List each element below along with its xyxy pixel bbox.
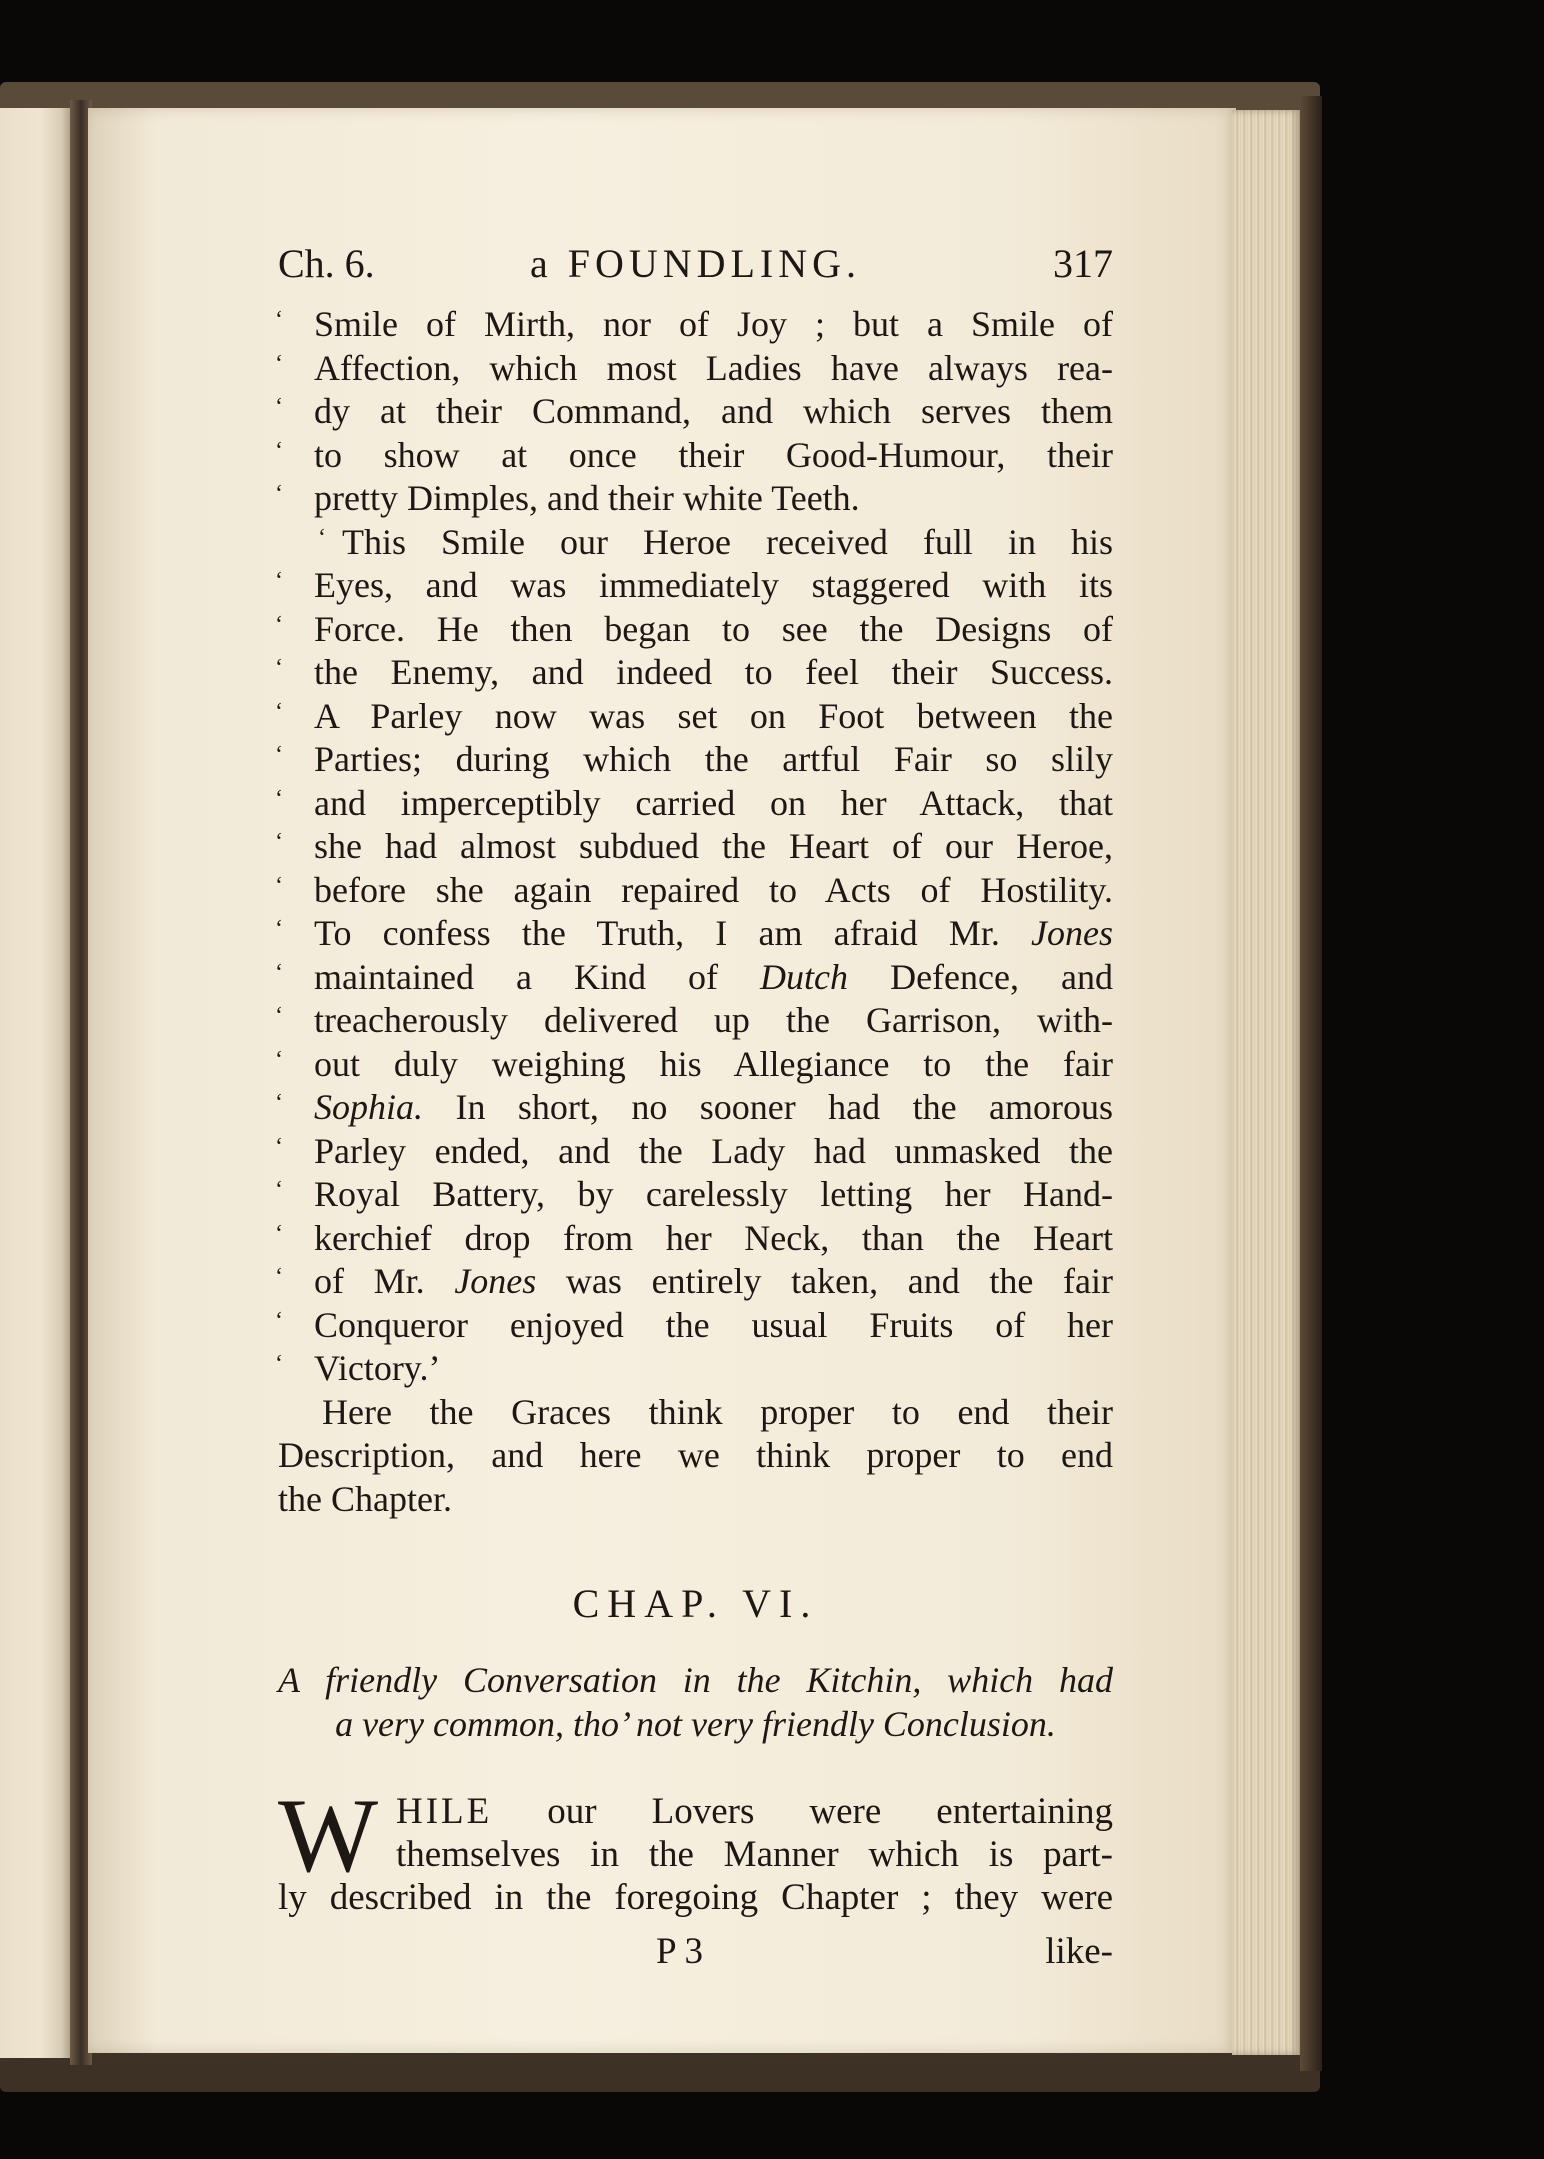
quote-mark: ‘ xyxy=(318,524,326,551)
paragraph-line-text: the Chapter. xyxy=(278,1478,452,1519)
quoted-line xyxy=(275,347,1113,391)
quoted-line-text: she had almost subdued the Heart of our Heroe, xyxy=(314,826,1113,866)
page-fore-edge xyxy=(1232,110,1300,2055)
quote-mark: ‘ xyxy=(275,785,283,812)
quote-mark: ‘ xyxy=(275,1003,283,1029)
quoted-line-text: To confess the Truth, I am afraid Mr. Jones xyxy=(314,913,1113,953)
quote-mark: ‘ xyxy=(275,698,283,725)
page-footer xyxy=(278,1930,1113,1975)
quoted-line xyxy=(275,738,1113,782)
quote-mark: ‘ xyxy=(275,655,283,681)
quoted-line-text: Affection, which most Ladies have always rea- xyxy=(314,347,1113,388)
quoted-line-text: of Mr. Jones was entirely taken, and the fair xyxy=(314,1261,1114,1301)
quoted-line xyxy=(275,999,1113,1043)
argument-line: A friendly Conversation in the Kitchin, which had xyxy=(278,1660,1113,1700)
opening-line: themselves in the Manner which is part- xyxy=(396,1834,1113,1875)
quoted-line-text: Victory.’ xyxy=(314,1348,441,1388)
quoted-line-text: A Parley now was set on Foot between the xyxy=(314,695,1113,736)
quoted-line xyxy=(275,782,1113,826)
left-page-edge xyxy=(0,108,72,2058)
quote-mark: ‘ xyxy=(275,307,283,333)
quoted-line xyxy=(275,390,1113,434)
quoted-line xyxy=(275,434,1113,478)
quote-mark: ‘ xyxy=(275,959,283,986)
paragraph-line-text: Here the Graces think proper to end their xyxy=(322,1391,1113,1432)
cover-edge xyxy=(1300,96,1322,2071)
quote-mark: ‘ xyxy=(275,394,283,420)
quoted-line xyxy=(275,695,1113,739)
quote-mark: ‘ xyxy=(275,1264,283,1290)
quoted-line-text: This Smile our Heroe received full in his xyxy=(342,521,1113,562)
quote-mark: ‘ xyxy=(275,481,283,507)
quoted-line xyxy=(275,477,1113,521)
page-number: 317 xyxy=(1053,241,1113,286)
catchword: like- xyxy=(1045,1931,1113,1972)
paragraph-line xyxy=(278,1391,1113,1435)
quoted-line xyxy=(275,1173,1113,1217)
opening-line: ly described in the foregoing Chapter ; they were xyxy=(278,1877,1113,1918)
opening-caps: HILE xyxy=(396,1791,493,1832)
quoted-line xyxy=(275,1043,1113,1087)
running-head-chapter: Ch. 6. xyxy=(278,241,375,286)
quoted-line xyxy=(275,1130,1113,1174)
quoted-line-text: Conqueror enjoyed the usual Fruits of her xyxy=(314,1304,1113,1345)
quoted-line-text: before she again repaired to Acts of Hostility. xyxy=(314,869,1113,910)
quoted-line-text: and imperceptibly carried on her Attack, that xyxy=(314,782,1113,823)
quoted-line xyxy=(275,1347,1113,1391)
quote-mark: ‘ xyxy=(275,1307,283,1334)
quoted-line xyxy=(275,651,1113,695)
quoted-line xyxy=(278,521,1113,565)
quoted-line-text: Parties; during which the artful Fair so slily xyxy=(314,739,1113,779)
quote-mark: ‘ xyxy=(275,350,283,377)
quote-mark: ‘ xyxy=(275,437,283,464)
quoted-line xyxy=(275,869,1113,913)
paragraph-line-text: Description, and here we think proper to end xyxy=(278,1435,1113,1475)
chapter-argument xyxy=(278,1658,1113,1746)
quoted-line-text: out duly weighing his Allegiance to the fair xyxy=(314,1043,1113,1084)
running-head-title: a FOUNDLING. xyxy=(529,241,862,286)
quoted-line xyxy=(275,564,1113,608)
quoted-line-text: treacherously delivered up the Garrison, with- xyxy=(314,1000,1113,1040)
drop-cap: W xyxy=(278,1777,379,1894)
quoted-line-text: Eyes, and was immediately staggered with its xyxy=(314,565,1113,605)
quoted-line-text: maintained a Kind of Dutch Defence, and xyxy=(314,956,1113,997)
quote-mark: ‘ xyxy=(275,1046,283,1073)
quoted-line-text: Sophia. In short, no sooner had the amorous xyxy=(314,1087,1113,1127)
quote-mark: ‘ xyxy=(275,611,283,638)
quoted-line xyxy=(275,912,1113,956)
body-text xyxy=(275,303,1114,1521)
quoted-line-text: to show at once their Good-Humour, their xyxy=(314,434,1113,475)
quoted-line-text: kerchief drop from her Neck, than the Heart xyxy=(314,1217,1113,1258)
argument-line: a very common, tho’ not very friendly Conclusion. xyxy=(335,1704,1056,1744)
opening-line xyxy=(396,1790,1113,1833)
quoted-line-text: Royal Battery, by carelessly letting her Hand- xyxy=(314,1174,1113,1214)
quoted-line xyxy=(275,1260,1114,1304)
quoted-line-text: pretty Dimples, and their white Teeth. xyxy=(314,478,860,518)
quoted-line xyxy=(275,608,1113,652)
quote-mark: ‘ xyxy=(275,742,283,768)
paragraph-line xyxy=(278,1478,1113,1522)
running-head xyxy=(278,240,1113,290)
paragraph-line xyxy=(278,1434,1113,1478)
quoted-line xyxy=(275,303,1113,347)
quoted-line xyxy=(275,956,1113,1000)
quoted-line-text: dy at their Command, and which serves them xyxy=(314,391,1113,431)
quoted-line-text: Force. He then began to see the Designs of xyxy=(314,608,1113,649)
quote-mark: ‘ xyxy=(275,568,283,594)
quote-mark: ‘ xyxy=(275,1133,283,1160)
quote-mark: ‘ xyxy=(275,1090,283,1116)
quoted-line xyxy=(275,825,1113,869)
quote-mark: ‘ xyxy=(275,872,283,899)
signature-mark: P 3 xyxy=(656,1931,703,1972)
chapter-heading: CHAP. VI. xyxy=(572,1581,819,1626)
quote-mark: ‘ xyxy=(275,1351,283,1377)
quote-mark: ‘ xyxy=(275,1220,283,1247)
quoted-line xyxy=(275,1086,1113,1130)
quoted-line-text: the Enemy, and indeed to feel their Success. xyxy=(314,652,1113,692)
quoted-line-text: Parley ended, and the Lady had unmasked the xyxy=(314,1130,1113,1171)
quote-mark: ‘ xyxy=(275,829,283,855)
quoted-line xyxy=(275,1217,1113,1261)
quoted-line-text: Smile of Mirth, nor of Joy ; but a Smile of xyxy=(314,304,1113,344)
quote-mark: ‘ xyxy=(275,916,283,942)
quote-mark: ‘ xyxy=(275,1177,283,1203)
opening-line-text: our Lovers were entertaining xyxy=(547,1791,1113,1832)
quoted-line xyxy=(275,1304,1113,1348)
